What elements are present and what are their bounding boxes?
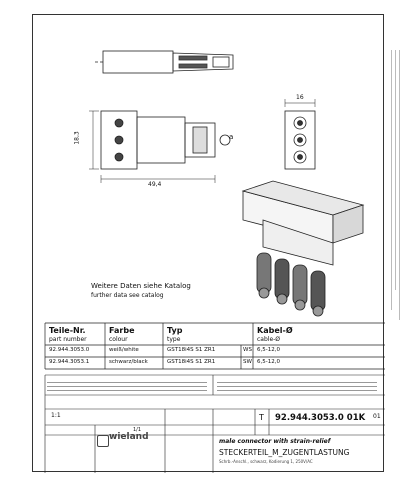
row2-code: SW bbox=[243, 359, 252, 365]
header-colour-en: colour bbox=[109, 336, 128, 343]
brand-logo-icon bbox=[97, 435, 109, 447]
header-cable-de: Kabel-Ø bbox=[257, 326, 293, 335]
isometric-view-connector bbox=[243, 181, 363, 316]
drawing-number: 92.944.3053.0 01K bbox=[275, 413, 366, 423]
section-label: a bbox=[229, 133, 234, 141]
row2-type: GST18i4S S1 ZR1 bbox=[167, 359, 216, 365]
row1-colour: weiß/white bbox=[109, 347, 139, 353]
dimension-length: 49,4 bbox=[148, 181, 162, 188]
row1-part-number: 92.944.3053.0 bbox=[49, 347, 90, 353]
margin-fine-print bbox=[388, 50, 406, 350]
catalog-note-de: Weitere Daten siehe Katalog bbox=[91, 282, 191, 290]
sheet-marker: T bbox=[259, 413, 264, 422]
sheet-info: 1/1 bbox=[133, 427, 142, 433]
header-cable-en: cable-Ø bbox=[257, 336, 281, 343]
row2-colour: schwarz/black bbox=[109, 359, 148, 365]
brand-logo: wieland bbox=[109, 432, 149, 442]
row1-cable: 6,5-12,0 bbox=[257, 347, 280, 353]
row2-part-number: 92.944.3053.1 bbox=[49, 359, 90, 365]
dimension-width: 16 bbox=[296, 94, 304, 101]
scale-value: 1:1 bbox=[51, 412, 61, 419]
row2-cable: 6,5-12,0 bbox=[257, 359, 280, 365]
header-type-de: Typ bbox=[167, 326, 183, 335]
revision: 01 bbox=[373, 413, 381, 420]
top-view-connector bbox=[93, 51, 233, 73]
fine-print-left bbox=[47, 379, 207, 394]
header-part-number-en: part number bbox=[49, 336, 87, 343]
row1-code: WS bbox=[243, 347, 252, 353]
dimension-height: 18,3 bbox=[73, 131, 81, 145]
title-de: STECKERTEIL_M_ZUGENTLASTUNG bbox=[219, 448, 350, 457]
title-en: male connector with strain-relief bbox=[219, 438, 331, 445]
header-type-en: type bbox=[167, 336, 181, 343]
technical-drawing bbox=[33, 15, 385, 473]
row1-type: GST18i4S S1 ZR1 bbox=[167, 347, 216, 353]
drawing-sheet bbox=[32, 14, 384, 472]
header-colour-de: Farbe bbox=[109, 326, 135, 335]
fine-print-right bbox=[217, 379, 377, 394]
title-fine-print: Schrb.-Anschl., schwarz, Kodierung 1, 250V/AC bbox=[219, 459, 313, 464]
end-view-connector bbox=[285, 99, 315, 169]
catalog-note-en: further data see catalog bbox=[91, 292, 164, 299]
side-view-connector bbox=[89, 111, 230, 183]
header-part-number-de: Teile-Nr. bbox=[49, 326, 86, 335]
